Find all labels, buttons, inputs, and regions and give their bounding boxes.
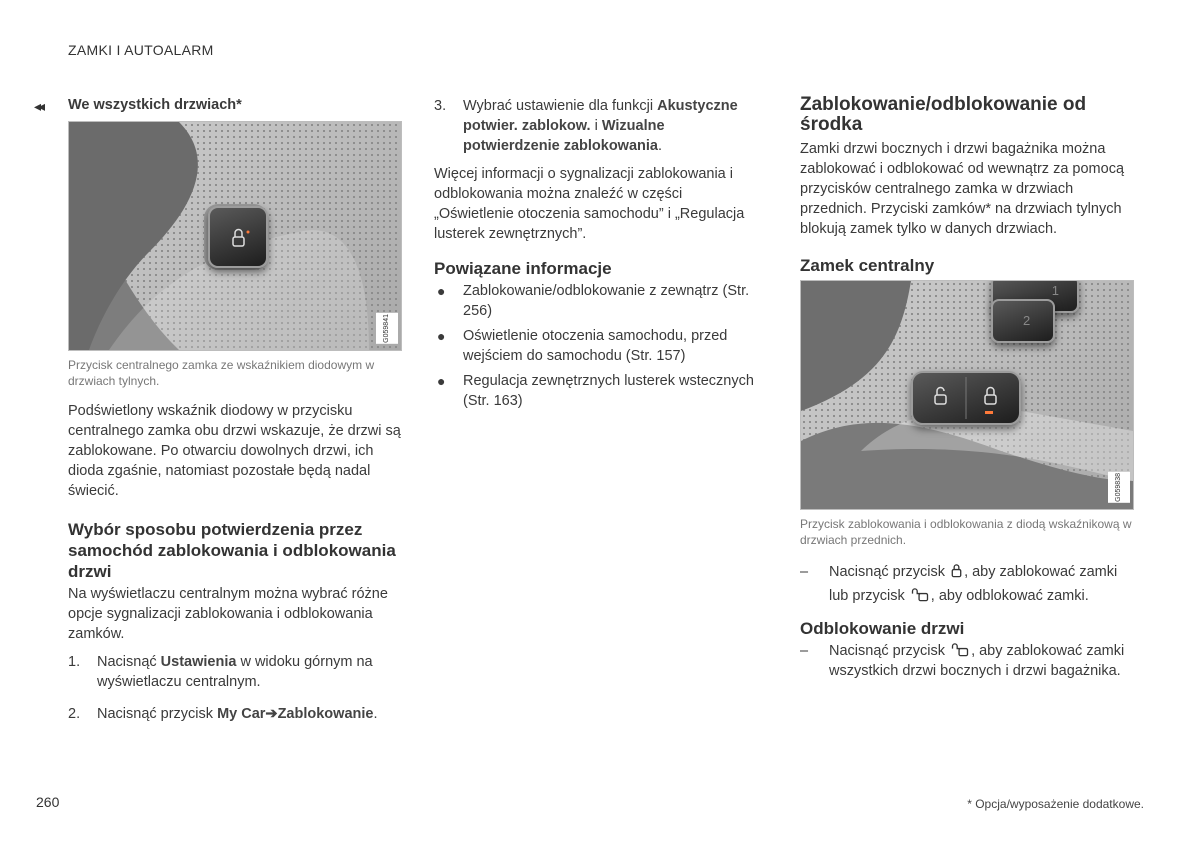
list-item: [434, 96, 764, 156]
padlock-open-icon: [909, 587, 931, 602]
step-text: Nacisnąć: [97, 654, 161, 670]
seat-memory-button-2: 2: [991, 299, 1055, 343]
front-door-lock-photo: [800, 280, 1134, 510]
section-heading: Wybór sposobu potwierdzenia przez samochód zablokowania i odblokowania drzwi: [68, 520, 396, 581]
rear-lock-button: [208, 206, 268, 268]
column-1: [68, 95, 402, 729]
related-link[interactable]: ● Regulacja zewnętrznych lusterek wstecznych (Str. 163): [437, 373, 754, 409]
step-text: Nacisnąć przycisk: [97, 706, 218, 722]
step-text: .: [373, 706, 378, 722]
unlock-instructions: [800, 641, 1140, 681]
figure-code: G059841: [376, 313, 398, 344]
padlock-closed-icon: [949, 563, 964, 578]
page-header: ZAMKI I AUTOALARM: [68, 42, 214, 58]
unlock-doors-heading: Odblokowanie drzwi: [800, 619, 965, 638]
page-number: 260: [36, 794, 60, 810]
padlock-open-icon: [949, 642, 971, 657]
acoustic-confirmation-label: Akustyczne potwier. zablokow.: [463, 98, 738, 134]
figure-caption: Przycisk zablokowania i odblokowania z diodą wskaźnikową w drzwiach przednich.: [800, 517, 1132, 547]
my-car-label: My Car: [217, 706, 266, 722]
dash-marker: –: [800, 643, 809, 659]
list-item: – Nacisnąć przycisk , aby zablokować zamki wszystkich drzwi bocznych i drzwi bagażnika.: [800, 643, 1125, 679]
front-lock-buttons: [911, 371, 1021, 425]
arrow-right-icon: ➔: [265, 706, 278, 722]
lock-menu-label: Zablokowanie: [277, 706, 374, 722]
step-text: i: [590, 118, 602, 134]
back-arrows-icon[interactable]: ◂◂: [34, 98, 43, 114]
display-paragraph: Na wyświetlaczu centralnym można wybrać różne opcje sygnalizacji zablokowania i odblokowania zamków.: [68, 586, 388, 642]
settings-label: Ustawienia: [160, 654, 237, 670]
footnote: * Opcja/wyposażenie dodatkowe.: [967, 797, 1144, 811]
visual-confirmation-label: Wizualne potwierdzenie zablokowania: [463, 118, 665, 154]
step-text: .: [657, 138, 663, 154]
seat-memory-button-1: 1: [991, 280, 1079, 313]
section-title: Zablokowanie/odblokowanie od środka: [800, 94, 1087, 135]
dash-marker: –: [800, 564, 809, 580]
bullet-icon: ●: [437, 373, 446, 389]
related-link[interactable]: ● Oświetlenie otoczenia samochodu, przed wejściem do samochodu (Str. 157): [437, 328, 728, 364]
step-number: 1.: [68, 654, 81, 670]
lock-unlock-icons: [913, 373, 1019, 423]
related-link[interactable]: ● Zablokowanie/odblokowanie z zewnątrz (Str. 256): [437, 283, 750, 319]
related-heading: Powiązane informacje: [434, 259, 612, 278]
list-item: [68, 652, 402, 692]
section-subtitle: We wszystkich drzwiach*: [68, 97, 242, 113]
lock-instructions: [800, 560, 1140, 608]
padlock-closed-icon: [210, 208, 266, 266]
step-number: 2.: [68, 706, 81, 722]
step-text: Wybrać ustawienie dla funkcji: [463, 98, 658, 114]
column-3: [800, 95, 1140, 686]
steps-list-continued: [434, 96, 764, 156]
central-lock-heading: Zamek centralny: [800, 256, 935, 275]
inside-lock-paragraph: Zamki drzwi bocznych i drzwi bagażnika można zablokować i odblokować od wewnątrz za pomocą przycisków centralnego zamka w drzwiach przednich. Przyciski zamków* na drzwiach tylnych blokują zamek tylko w danych drzwiach.: [800, 141, 1125, 237]
bullet-icon: ●: [437, 283, 446, 299]
step-text: w widoku górnym na wyświetlaczu centralnym.: [97, 654, 373, 690]
related-list: [434, 281, 764, 411]
bullet-icon: ●: [437, 328, 446, 344]
column-2: [434, 96, 764, 416]
step-number: 3.: [434, 98, 447, 114]
figure-caption: Przycisk centralnego zamka ze wskaźnikiem diodowym w drzwiach tylnych.: [68, 358, 375, 388]
led-paragraph: Podświetlony wskaźnik diodowy w przycisku centralnego zamka obu drzwi wskazuje, że drzwi są zablokowane. Po otwarciu dowolnych drzwi, ich dioda zgaśnie, natomiast pozostałe będą nadal świecić.: [68, 403, 401, 499]
more-info-paragraph: Więcej informacji o sygnalizacji zablokowania i odblokowania można znaleźć w części „Oświetlenie otoczenia samochodu” i „Regulacja lusterek zewnętrznych”.: [434, 166, 745, 242]
steps-list: [68, 652, 402, 724]
list-item: – Nacisnąć przycisk , aby zablokować zamki lub przycisk , aby odblokować zamki.: [800, 560, 1140, 608]
list-item: [68, 704, 402, 724]
rear-door-lock-photo: [68, 121, 402, 351]
figure-code: G059838: [1108, 472, 1130, 503]
